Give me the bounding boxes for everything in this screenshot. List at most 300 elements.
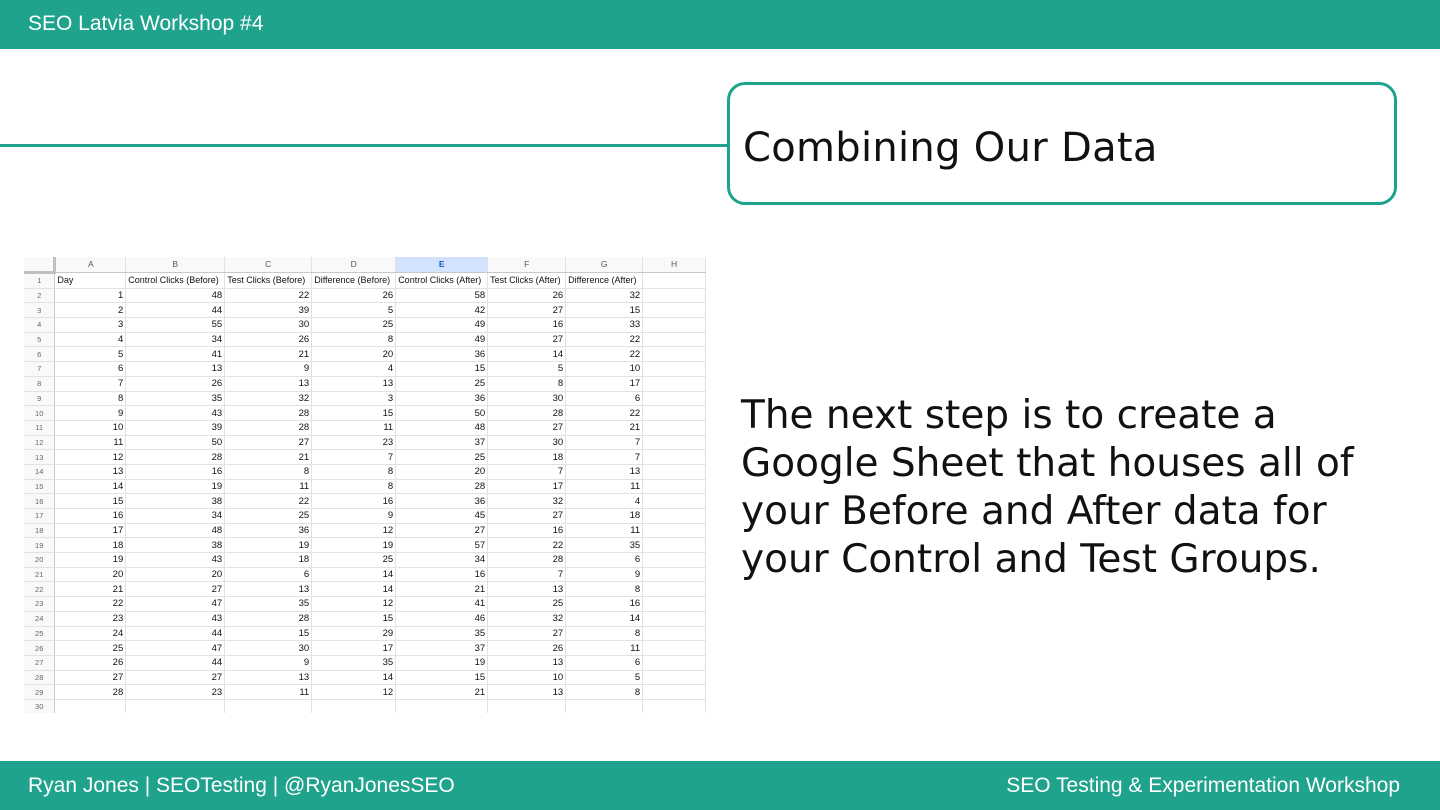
table-cell bbox=[643, 494, 706, 509]
row-number: 20 bbox=[24, 553, 55, 568]
table-cell: 39 bbox=[225, 303, 312, 318]
table-cell: 35 bbox=[126, 391, 225, 406]
table-cell: 35 bbox=[312, 655, 396, 670]
spreadsheet-screenshot bbox=[24, 257, 706, 713]
table-cell: 41 bbox=[396, 597, 488, 612]
table-cell: 35 bbox=[225, 597, 312, 612]
table-cell: 20 bbox=[55, 567, 126, 582]
row-number: 15 bbox=[24, 479, 55, 494]
table-cell bbox=[396, 699, 488, 713]
table-cell: 18 bbox=[55, 538, 126, 553]
row-number: 19 bbox=[24, 538, 55, 553]
title-rule bbox=[0, 144, 729, 147]
table-cell: 15 bbox=[312, 611, 396, 626]
table-cell bbox=[643, 391, 706, 406]
table-cell: 4 bbox=[312, 362, 396, 377]
table-cell: 17 bbox=[312, 641, 396, 656]
table-cell: 28 bbox=[225, 420, 312, 435]
row-number: 2 bbox=[24, 288, 55, 303]
table-cell: 23 bbox=[55, 611, 126, 626]
table-cell: 3 bbox=[312, 391, 396, 406]
table-cell: 36 bbox=[396, 494, 488, 509]
table-cell: 14 bbox=[312, 567, 396, 582]
table-cell: 12 bbox=[312, 685, 396, 700]
table-cell: 45 bbox=[396, 509, 488, 524]
table-cell bbox=[643, 362, 706, 377]
table-cell: 9 bbox=[225, 655, 312, 670]
table-cell: 21 bbox=[225, 347, 312, 362]
table-cell: 22 bbox=[225, 494, 312, 509]
table-cell: 25 bbox=[312, 553, 396, 568]
table-cell: 9 bbox=[55, 406, 126, 421]
table-cell: 9 bbox=[312, 509, 396, 524]
table-cell: 5 bbox=[55, 347, 126, 362]
table-cell: 20 bbox=[312, 347, 396, 362]
table-cell: 21 bbox=[566, 420, 643, 435]
table-cell: 23 bbox=[312, 435, 396, 450]
table-cell bbox=[643, 509, 706, 524]
table-cell bbox=[643, 685, 706, 700]
table-cell: 13 bbox=[488, 655, 566, 670]
table-cell: 27 bbox=[488, 626, 566, 641]
table-cell: 21 bbox=[225, 450, 312, 465]
table-cell: 14 bbox=[312, 670, 396, 685]
row-number: 23 bbox=[24, 597, 55, 612]
table-cell bbox=[643, 538, 706, 553]
table-cell: 27 bbox=[126, 582, 225, 597]
table-cell: 19 bbox=[126, 479, 225, 494]
table-cell: 13 bbox=[312, 376, 396, 391]
table-cell: 5 bbox=[488, 362, 566, 377]
table-cell bbox=[643, 450, 706, 465]
table-cell: 28 bbox=[396, 479, 488, 494]
table-cell: 25 bbox=[55, 641, 126, 656]
workshop-title: SEO Latvia Workshop #4 bbox=[28, 12, 264, 35]
table-cell: 41 bbox=[126, 347, 225, 362]
table-cell: 22 bbox=[566, 347, 643, 362]
column-header-a: A bbox=[55, 257, 126, 273]
table-cell: 34 bbox=[126, 509, 225, 524]
table-row bbox=[24, 347, 706, 362]
table-row bbox=[24, 435, 706, 450]
table-cell: 7 bbox=[566, 450, 643, 465]
table-cell: 35 bbox=[566, 538, 643, 553]
table-cell: 16 bbox=[396, 567, 488, 582]
table-cell: 15 bbox=[312, 406, 396, 421]
table-cell: 27 bbox=[126, 670, 225, 685]
table-row bbox=[24, 362, 706, 377]
table-row bbox=[24, 509, 706, 524]
table-row bbox=[24, 685, 706, 700]
table-cell: 50 bbox=[126, 435, 225, 450]
table-cell: 8 bbox=[488, 376, 566, 391]
table-cell: 32 bbox=[566, 288, 643, 303]
table-cell: 17 bbox=[488, 479, 566, 494]
table-cell: 6 bbox=[55, 362, 126, 377]
table-cell: 13 bbox=[55, 464, 126, 479]
table-cell: 28 bbox=[55, 685, 126, 700]
table-row bbox=[24, 273, 706, 289]
table-cell: 8 bbox=[312, 332, 396, 347]
table-cell: 28 bbox=[488, 553, 566, 568]
row-number: 11 bbox=[24, 420, 55, 435]
table-cell: 11 bbox=[566, 523, 643, 538]
slide-body: The next step is to create a Google Sheet that houses all of your Before and After data for your Control and Test Groups. bbox=[741, 393, 1354, 582]
table-cell: 15 bbox=[396, 362, 488, 377]
slide-heading: Combining Our Data bbox=[743, 125, 1158, 171]
top-bar bbox=[0, 0, 1440, 49]
table-row bbox=[24, 641, 706, 656]
table-cell bbox=[643, 626, 706, 641]
table-cell: 43 bbox=[126, 611, 225, 626]
table-cell: 34 bbox=[396, 553, 488, 568]
table-cell bbox=[643, 611, 706, 626]
table-cell: 22 bbox=[488, 538, 566, 553]
table-cell bbox=[643, 699, 706, 713]
table-cell: 27 bbox=[488, 303, 566, 318]
table-row bbox=[24, 420, 706, 435]
table-row bbox=[24, 699, 706, 713]
table-cell: 21 bbox=[396, 685, 488, 700]
table-cell: 15 bbox=[55, 494, 126, 509]
presenter-credit: Ryan Jones | SEOTesting | @RyanJonesSEO bbox=[28, 774, 455, 797]
table-cell bbox=[55, 699, 126, 713]
table-cell: 10 bbox=[566, 362, 643, 377]
table-row bbox=[24, 670, 706, 685]
row-number: 3 bbox=[24, 303, 55, 318]
table-cell: 25 bbox=[396, 376, 488, 391]
row-number: 17 bbox=[24, 509, 55, 524]
table-cell: 55 bbox=[126, 318, 225, 333]
table-cell: 50 bbox=[396, 406, 488, 421]
table-cell: 9 bbox=[566, 567, 643, 582]
table-row bbox=[24, 494, 706, 509]
table-cell: 1 bbox=[55, 288, 126, 303]
table-cell: 58 bbox=[396, 288, 488, 303]
column-header-g: G bbox=[566, 257, 643, 273]
table-row bbox=[24, 626, 706, 641]
table-cell: 30 bbox=[225, 641, 312, 656]
table-cell: 11 bbox=[566, 479, 643, 494]
table-cell: 26 bbox=[126, 376, 225, 391]
table-cell: 8 bbox=[566, 626, 643, 641]
table-cell: 13 bbox=[488, 582, 566, 597]
column-header-c: C bbox=[225, 257, 312, 273]
table-cell: 26 bbox=[488, 288, 566, 303]
table-cell: 11 bbox=[55, 435, 126, 450]
table-cell: 36 bbox=[396, 347, 488, 362]
table-cell: 16 bbox=[566, 597, 643, 612]
table-cell bbox=[312, 699, 396, 713]
table-cell: 25 bbox=[488, 597, 566, 612]
table-cell: 36 bbox=[225, 523, 312, 538]
table-cell: 6 bbox=[566, 391, 643, 406]
column-header-f: F bbox=[488, 257, 566, 273]
table-cell: 18 bbox=[566, 509, 643, 524]
bottom-bar bbox=[0, 761, 1440, 810]
table-cell bbox=[643, 332, 706, 347]
table-cell: 37 bbox=[396, 641, 488, 656]
table-cell: 8 bbox=[225, 464, 312, 479]
table-row bbox=[24, 567, 706, 582]
table-cell: 38 bbox=[126, 538, 225, 553]
table-cell bbox=[643, 597, 706, 612]
table-cell: 47 bbox=[126, 597, 225, 612]
table-cell: 26 bbox=[225, 332, 312, 347]
table-cell: 32 bbox=[488, 494, 566, 509]
table-cell: 26 bbox=[55, 655, 126, 670]
table-cell: 22 bbox=[55, 597, 126, 612]
table-cell: 7 bbox=[55, 376, 126, 391]
row-number: 30 bbox=[24, 699, 55, 713]
table-cell: Test Clicks (After) bbox=[488, 273, 566, 289]
row-number: 27 bbox=[24, 655, 55, 670]
row-number: 4 bbox=[24, 318, 55, 333]
table-cell: 7 bbox=[488, 464, 566, 479]
table-row bbox=[24, 479, 706, 494]
table-cell: 13 bbox=[225, 582, 312, 597]
table-cell: 22 bbox=[566, 406, 643, 421]
table-cell: 25 bbox=[312, 318, 396, 333]
table-cell: 38 bbox=[126, 494, 225, 509]
table-cell: 44 bbox=[126, 626, 225, 641]
row-number: 21 bbox=[24, 567, 55, 582]
table-cell: 6 bbox=[225, 567, 312, 582]
table-row bbox=[24, 655, 706, 670]
table-cell: 27 bbox=[488, 332, 566, 347]
table-cell: 17 bbox=[566, 376, 643, 391]
table-cell bbox=[643, 347, 706, 362]
table-cell: 19 bbox=[55, 553, 126, 568]
table-cell: 27 bbox=[488, 420, 566, 435]
table-row bbox=[24, 303, 706, 318]
table-cell: 19 bbox=[396, 655, 488, 670]
table-cell: 8 bbox=[566, 582, 643, 597]
row-number: 14 bbox=[24, 464, 55, 479]
row-number: 22 bbox=[24, 582, 55, 597]
table-cell: 23 bbox=[126, 685, 225, 700]
table-cell: 34 bbox=[126, 332, 225, 347]
table-cell: 5 bbox=[566, 670, 643, 685]
table-cell bbox=[643, 655, 706, 670]
table-cell bbox=[643, 303, 706, 318]
table-cell bbox=[643, 420, 706, 435]
table-cell: 15 bbox=[396, 670, 488, 685]
table-cell: 16 bbox=[126, 464, 225, 479]
table-cell: 29 bbox=[312, 626, 396, 641]
table-cell: 12 bbox=[55, 450, 126, 465]
row-number: 16 bbox=[24, 494, 55, 509]
table-row bbox=[24, 611, 706, 626]
table-cell: 27 bbox=[396, 523, 488, 538]
table-cell bbox=[643, 318, 706, 333]
table-cell: 44 bbox=[126, 655, 225, 670]
row-number: 18 bbox=[24, 523, 55, 538]
table-cell: 11 bbox=[312, 420, 396, 435]
table-cell bbox=[643, 288, 706, 303]
column-header-row bbox=[24, 257, 706, 273]
table-cell: 47 bbox=[126, 641, 225, 656]
table-cell: 37 bbox=[396, 435, 488, 450]
table-cell: 14 bbox=[488, 347, 566, 362]
table-cell: 22 bbox=[225, 288, 312, 303]
select-all-corner bbox=[24, 257, 55, 273]
table-cell: 20 bbox=[126, 567, 225, 582]
table-cell: 30 bbox=[488, 391, 566, 406]
table-cell: 13 bbox=[225, 376, 312, 391]
table-cell: 6 bbox=[566, 553, 643, 568]
table-cell bbox=[643, 435, 706, 450]
table-cell: 8 bbox=[55, 391, 126, 406]
table-cell: 11 bbox=[566, 641, 643, 656]
table-cell bbox=[643, 479, 706, 494]
table-cell: 13 bbox=[225, 670, 312, 685]
table-cell: 28 bbox=[225, 406, 312, 421]
table-row bbox=[24, 391, 706, 406]
table-cell bbox=[643, 670, 706, 685]
table-cell: 28 bbox=[225, 611, 312, 626]
table-row bbox=[24, 406, 706, 421]
table-cell: 48 bbox=[396, 420, 488, 435]
table-cell: 13 bbox=[488, 685, 566, 700]
table-cell: 18 bbox=[488, 450, 566, 465]
column-header-b: B bbox=[126, 257, 225, 273]
spreadsheet-table bbox=[24, 257, 706, 713]
table-cell: 49 bbox=[396, 318, 488, 333]
table-cell: 43 bbox=[126, 406, 225, 421]
table-cell: 42 bbox=[396, 303, 488, 318]
row-number: 8 bbox=[24, 376, 55, 391]
row-number: 10 bbox=[24, 406, 55, 421]
table-cell: 19 bbox=[225, 538, 312, 553]
row-number: 13 bbox=[24, 450, 55, 465]
table-cell: 20 bbox=[396, 464, 488, 479]
table-cell bbox=[643, 567, 706, 582]
table-cell: 8 bbox=[312, 479, 396, 494]
row-number: 1 bbox=[24, 273, 55, 289]
table-cell bbox=[225, 699, 312, 713]
table-cell: Day bbox=[55, 273, 126, 289]
table-row bbox=[24, 332, 706, 347]
row-number: 9 bbox=[24, 391, 55, 406]
table-row bbox=[24, 597, 706, 612]
table-cell: 26 bbox=[312, 288, 396, 303]
table-cell: 15 bbox=[225, 626, 312, 641]
table-cell bbox=[643, 273, 706, 289]
table-row bbox=[24, 553, 706, 568]
table-cell: 16 bbox=[488, 523, 566, 538]
table-cell: 2 bbox=[55, 303, 126, 318]
row-number: 7 bbox=[24, 362, 55, 377]
table-cell bbox=[643, 406, 706, 421]
table-cell: 32 bbox=[488, 611, 566, 626]
table-cell: 30 bbox=[488, 435, 566, 450]
row-number: 5 bbox=[24, 332, 55, 347]
column-header-h: H bbox=[643, 257, 706, 273]
table-cell: 48 bbox=[126, 523, 225, 538]
table-cell: 16 bbox=[312, 494, 396, 509]
table-cell: 19 bbox=[312, 538, 396, 553]
column-header-e: E bbox=[396, 257, 488, 273]
row-number: 24 bbox=[24, 611, 55, 626]
table-cell bbox=[643, 553, 706, 568]
table-cell: 6 bbox=[566, 655, 643, 670]
table-cell: 13 bbox=[566, 464, 643, 479]
table-cell bbox=[643, 641, 706, 656]
table-row bbox=[24, 318, 706, 333]
table-cell: 13 bbox=[126, 362, 225, 377]
row-number: 12 bbox=[24, 435, 55, 450]
table-cell: 26 bbox=[488, 641, 566, 656]
table-cell: 16 bbox=[488, 318, 566, 333]
table-row bbox=[24, 523, 706, 538]
table-cell: 7 bbox=[566, 435, 643, 450]
table-cell: 35 bbox=[396, 626, 488, 641]
table-cell: 27 bbox=[55, 670, 126, 685]
table-row bbox=[24, 288, 706, 303]
table-cell: 46 bbox=[396, 611, 488, 626]
table-row bbox=[24, 376, 706, 391]
table-cell: 9 bbox=[225, 362, 312, 377]
table-cell bbox=[566, 699, 643, 713]
table-cell: 10 bbox=[488, 670, 566, 685]
row-number: 6 bbox=[24, 347, 55, 362]
table-row bbox=[24, 582, 706, 597]
table-cell: 17 bbox=[55, 523, 126, 538]
table-cell: 7 bbox=[312, 450, 396, 465]
title-box bbox=[727, 82, 1397, 205]
table-row bbox=[24, 464, 706, 479]
table-cell bbox=[643, 523, 706, 538]
row-number: 26 bbox=[24, 641, 55, 656]
table-cell bbox=[126, 699, 225, 713]
table-cell: 14 bbox=[312, 582, 396, 597]
table-cell: 43 bbox=[126, 553, 225, 568]
table-cell: 39 bbox=[126, 420, 225, 435]
table-cell bbox=[643, 376, 706, 391]
workshop-name: SEO Testing & Experimentation Workshop bbox=[1006, 774, 1400, 797]
table-row bbox=[24, 450, 706, 465]
table-cell: 21 bbox=[396, 582, 488, 597]
table-cell: 57 bbox=[396, 538, 488, 553]
table-cell: 16 bbox=[55, 509, 126, 524]
table-cell: 30 bbox=[225, 318, 312, 333]
table-cell: Control Clicks (Before) bbox=[126, 273, 225, 289]
row-number: 25 bbox=[24, 626, 55, 641]
table-cell: 25 bbox=[225, 509, 312, 524]
table-cell bbox=[643, 582, 706, 597]
table-row bbox=[24, 538, 706, 553]
table-cell: Control Clicks (After) bbox=[396, 273, 488, 289]
row-number: 29 bbox=[24, 685, 55, 700]
table-cell: 11 bbox=[225, 685, 312, 700]
table-cell: 27 bbox=[225, 435, 312, 450]
table-cell: 3 bbox=[55, 318, 126, 333]
table-cell: Difference (Before) bbox=[312, 273, 396, 289]
table-cell: 27 bbox=[488, 509, 566, 524]
table-cell: 12 bbox=[312, 523, 396, 538]
table-cell: 25 bbox=[396, 450, 488, 465]
table-cell: 48 bbox=[126, 288, 225, 303]
table-cell: 44 bbox=[126, 303, 225, 318]
table-cell: 15 bbox=[566, 303, 643, 318]
table-cell: 8 bbox=[312, 464, 396, 479]
table-cell: 18 bbox=[225, 553, 312, 568]
table-cell: 14 bbox=[566, 611, 643, 626]
table-cell: 36 bbox=[396, 391, 488, 406]
table-cell: 11 bbox=[225, 479, 312, 494]
row-number: 28 bbox=[24, 670, 55, 685]
